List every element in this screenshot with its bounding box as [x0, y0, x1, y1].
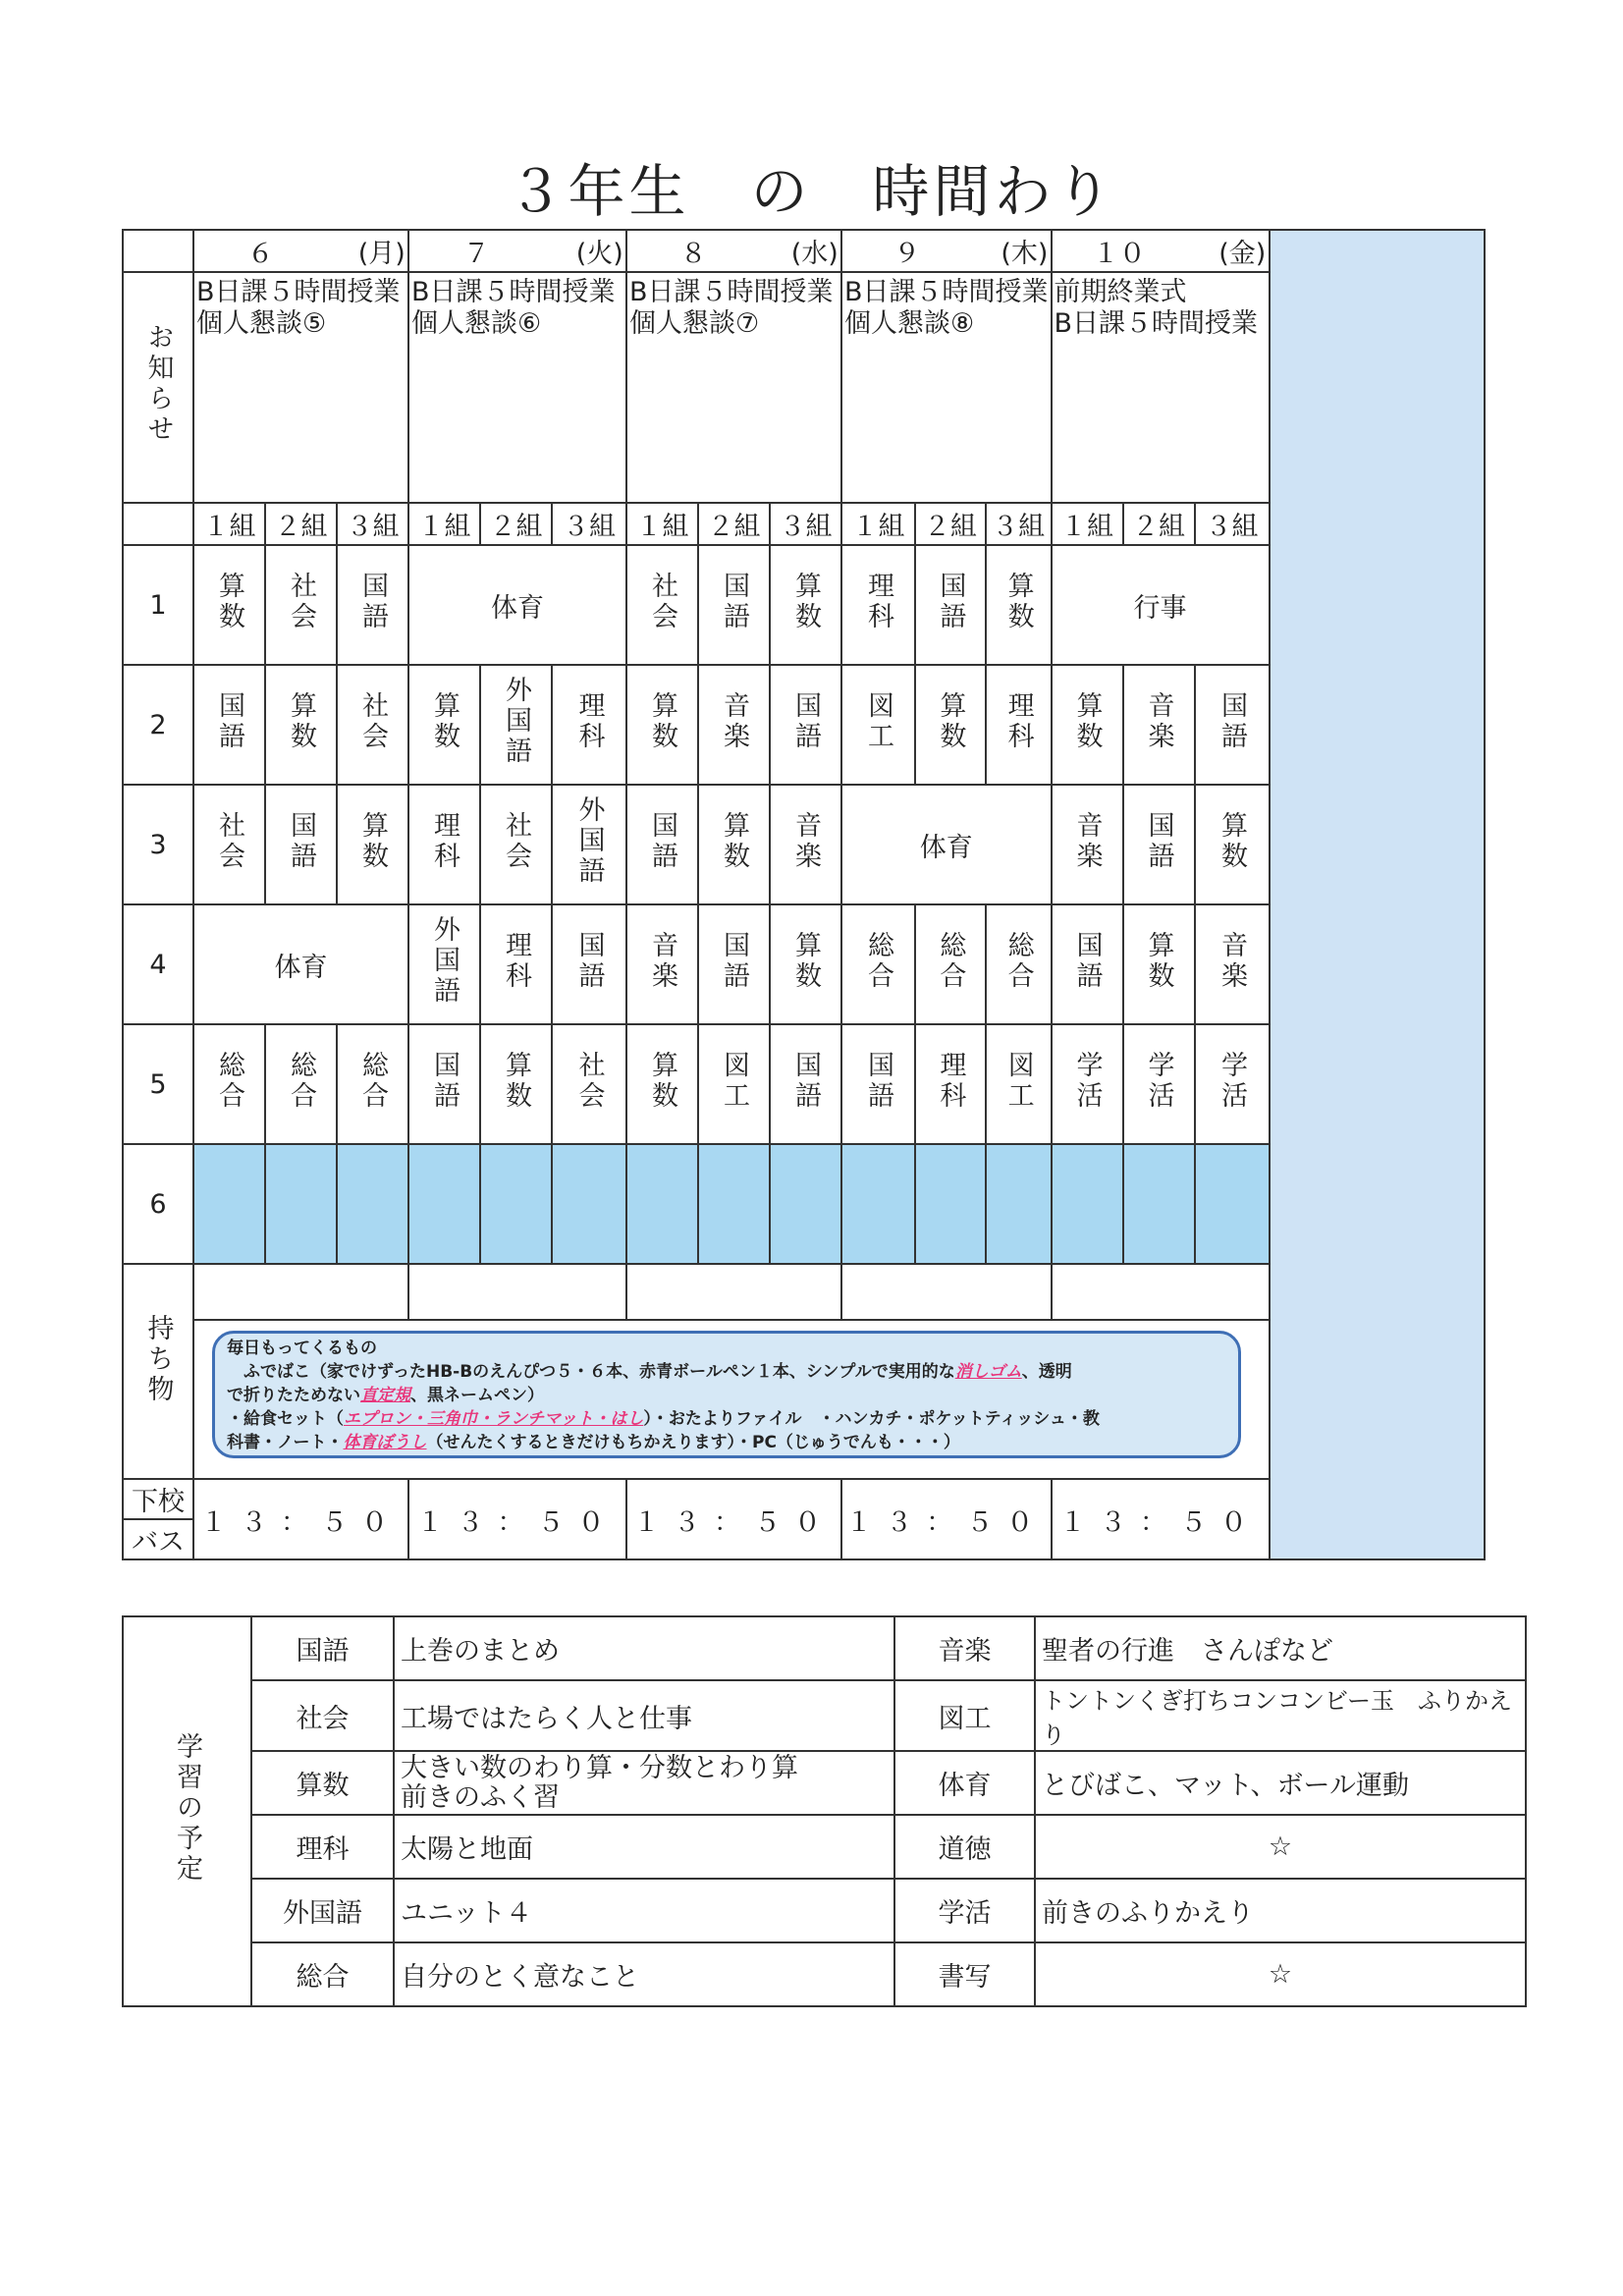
cell-text: 音楽 [1143, 690, 1174, 752]
cell-text: 社会 [357, 690, 388, 752]
cell-text: (木) [1001, 239, 1049, 269]
cell-text: ３組 [1195, 503, 1270, 545]
period-number: 1 [123, 545, 193, 665]
cell-text: 算数 [1143, 930, 1174, 992]
cell-text: 算数 [790, 571, 821, 632]
study-plan-table [122, 1615, 1527, 2007]
day-header [408, 230, 626, 272]
bring-label: 持ち物 [142, 1314, 174, 1405]
cell-text: 総合 [935, 930, 966, 992]
cell-text: ３組 [552, 503, 626, 545]
cell-text: 算数 [719, 810, 749, 872]
cell-text: 個人懇談⑥ [411, 308, 542, 339]
plan-row [123, 1616, 1526, 1680]
cell-text: １組 [408, 503, 480, 545]
cell-text: 体育 [894, 1751, 1035, 1815]
cell-text: 学活 [1217, 1050, 1248, 1112]
cell-text: 国語 [935, 571, 966, 632]
cell-text: 国語 [357, 571, 388, 632]
cell-text: 国語 [573, 930, 605, 992]
cell-text: 国語 [251, 1616, 394, 1680]
cell-text: １組 [626, 503, 698, 545]
cell-text: 外国語 [251, 1879, 394, 1942]
cell-text: 理科 [935, 1050, 966, 1112]
cell-text: 総合 [862, 930, 893, 992]
plan-row [123, 1680, 1526, 1751]
notice-cell [841, 272, 1052, 503]
cell-text: ☆ [1035, 1815, 1526, 1879]
cell-text: ☆ [1035, 1942, 1526, 2006]
period-number: 2 [123, 665, 193, 785]
cell-text: 学活 [1143, 1050, 1174, 1112]
cell-text: ふでばこ（家でけずったHB-Bのえんぴつ５・６本、赤青ボールペン１本、シンプルで実用的な [243, 1362, 955, 1382]
cell-text: 社会 [573, 1050, 605, 1112]
cell-text: で折りたためない [227, 1386, 360, 1405]
cell-text: 国語 [214, 690, 244, 752]
cell-text: ８ [679, 239, 707, 269]
cell-text: 大きい数のわり算・分数とわり算 前きのふく習 [394, 1751, 894, 1815]
notice-cell [626, 272, 841, 503]
cell-text: １組 [1052, 503, 1123, 545]
cell-text: 外国語 [573, 795, 605, 887]
cell-text: 国語 [790, 690, 821, 752]
cell-text: ２組 [265, 503, 337, 545]
cell-text: ９ [893, 239, 921, 269]
merged-subject: 体育 [193, 904, 408, 1024]
day-header [626, 230, 841, 272]
cell-text: 道徳 [894, 1815, 1035, 1879]
cell-text: 算数 [1071, 690, 1103, 752]
cell-text: 音楽 [1071, 810, 1103, 872]
cell-text: 算数 [429, 690, 460, 752]
cell-text: B日課５時間授業 [196, 277, 401, 307]
bus-label: バス [123, 1519, 193, 1559]
cell-text: 音楽 [1217, 930, 1248, 992]
cell-text: 総合 [251, 1942, 394, 2006]
plan-row [123, 1751, 1526, 1815]
cell-text: 国語 [1143, 810, 1174, 872]
cell-text: 総合 [1002, 930, 1034, 992]
cell-text: １組 [841, 503, 915, 545]
cell-text: ３組 [770, 503, 841, 545]
cell-text: 図工 [894, 1680, 1035, 1751]
cell-text: ３組 [337, 503, 408, 545]
cell-text: 理科 [862, 571, 893, 632]
cell-text: 図工 [719, 1050, 749, 1112]
cell-text: 国語 [286, 810, 316, 872]
plan-label: 学習の予定 [172, 1731, 202, 1885]
period-number: 4 [123, 904, 193, 1024]
cell-text: B日課５時間授業 [1054, 308, 1259, 339]
cell-text: ２組 [1123, 503, 1195, 545]
cell-text: 理科 [1002, 690, 1034, 752]
cell-text: ２組 [915, 503, 986, 545]
dismissal-time: １３：５０ [841, 1479, 1052, 1559]
cell-text: ・給食セット（ [227, 1409, 344, 1429]
cell-text: 毎日もってくるもの [227, 1339, 377, 1358]
cell-text: 上巻のまとめ [394, 1616, 894, 1680]
cell-text: 音楽 [894, 1616, 1035, 1680]
cell-text: (月) [357, 239, 406, 269]
cell-text: 算数 [357, 810, 388, 872]
cell-text: 個人懇談⑦ [629, 308, 760, 339]
cell-text: 個人懇談⑤ [196, 308, 327, 339]
cell-text: 社会 [214, 810, 244, 872]
cell-text: 、黒ネームペン） [410, 1386, 544, 1405]
cell-text: 外国語 [501, 676, 531, 767]
cell-text: 外国語 [429, 915, 460, 1007]
cell-text: B日課５時間授業 [411, 277, 616, 307]
cell-text: 前期終業式 [1054, 277, 1187, 307]
cell-text: 工場ではたらく人と仕事 [394, 1680, 894, 1751]
cell-text: ３組 [986, 503, 1052, 545]
notice-cell [408, 272, 626, 503]
cell-text: 社会 [647, 571, 677, 632]
cell-text: ２組 [480, 503, 552, 545]
cell-text: 科書・ノート・ [227, 1433, 344, 1452]
cell-text: 学活 [1071, 1050, 1103, 1112]
cell-text: 聖者の行進 さんぽなど [1035, 1616, 1526, 1680]
plan-row [123, 1879, 1526, 1942]
cell-text: 国語 [1071, 930, 1103, 992]
belongings-box [212, 1331, 1241, 1458]
day-header [193, 230, 408, 272]
cell-text: 学活 [894, 1879, 1035, 1942]
cell-text: 総合 [286, 1050, 316, 1112]
cell-text: 国語 [429, 1050, 460, 1112]
cell-text: 社会 [286, 571, 316, 632]
merged-subject: 行事 [1052, 545, 1270, 665]
cell-text: 国語 [719, 571, 749, 632]
cell-text: 国語 [719, 930, 749, 992]
cell-text: トントンくぎ打ちコンコンビー玉 ふりかえり [1035, 1680, 1526, 1751]
cell-text: 国語 [647, 810, 677, 872]
notice-cell [1052, 272, 1270, 503]
sidebar-panel [1270, 230, 1485, 1559]
period-number: 6 [123, 1144, 193, 1264]
cell-text: 体育ぼうし [343, 1433, 427, 1452]
cell-text: ６ [246, 239, 274, 269]
dismissal-time: １３：５０ [1052, 1479, 1270, 1559]
cell-text: 社会 [251, 1680, 394, 1751]
cell-text: 前きのふりかえり [1035, 1879, 1526, 1942]
merged-subject: 体育 [841, 785, 1052, 904]
dismissal-time: １３：５０ [626, 1479, 841, 1559]
cell-text: 国語 [790, 1050, 821, 1112]
plan-row [123, 1815, 1526, 1879]
cell-text: 音楽 [647, 930, 677, 992]
cell-text: 理科 [251, 1815, 394, 1879]
cell-text: 理科 [429, 810, 460, 872]
cell-text: 算数 [647, 690, 677, 752]
cell-text: 総合 [357, 1050, 388, 1112]
period-number: 5 [123, 1024, 193, 1144]
cell-text: １０ [1092, 239, 1146, 269]
day-header [1052, 230, 1270, 272]
cell-text: 太陽と地面 [394, 1815, 894, 1879]
cell-text: 図工 [862, 690, 893, 752]
cell-text: 消しゴム [954, 1362, 1022, 1382]
cell-text: 、透明 [1021, 1362, 1072, 1382]
cell-text: 理科 [501, 930, 531, 992]
dismissal-time: １３：５０ [408, 1479, 626, 1559]
cell-text: 音楽 [719, 690, 749, 752]
notice-label: お知らせ [142, 323, 174, 445]
cell-text: 自分のとく意なこと [394, 1942, 894, 2006]
cell-text: 国語 [1217, 690, 1248, 752]
cell-text: 算数 [501, 1050, 531, 1112]
cell-text: 国語 [862, 1050, 893, 1112]
cell-text: ユニット４ [394, 1879, 894, 1942]
cell-text: 図工 [1002, 1050, 1034, 1112]
cell-text: １組 [193, 503, 265, 545]
cell-text: とびばこ、マット、ボール運動 [1035, 1751, 1526, 1815]
cell-text: （せんたくするときだけもちかえります）・PC（じゅうでんも・・・） [426, 1433, 960, 1452]
cell-text: 音楽 [790, 810, 821, 872]
cell-text: 算数 [647, 1050, 677, 1112]
cell-text: ２組 [698, 503, 770, 545]
cell-text: 算数 [214, 571, 244, 632]
day-header [841, 230, 1052, 272]
cell-text: (火) [575, 239, 623, 269]
dismissal-time: １３：５０ [193, 1479, 408, 1559]
cell-text: 直定規 [360, 1386, 410, 1405]
cell-text: 個人懇談⑧ [844, 308, 975, 339]
dismissal-label: 下校 [123, 1479, 193, 1519]
merged-subject: 体育 [408, 545, 626, 665]
cell-text: B日課５時間授業 [844, 277, 1049, 307]
cell-text: 算数 [1217, 810, 1248, 872]
cell-text: 算数 [1002, 571, 1034, 632]
cell-text: 算数 [790, 930, 821, 992]
cell-text: 算数 [935, 690, 966, 752]
cell-text: ）・おたよりファイル ・ハンカチ・ポケットティッシュ・教 [643, 1409, 1100, 1429]
cell-text: 理科 [573, 690, 605, 752]
period-number: 3 [123, 785, 193, 904]
page-title: ３年生 の 時間わり [507, 158, 1116, 225]
notice-cell [193, 272, 408, 503]
cell-text: 算数 [286, 690, 316, 752]
cell-text: (水) [790, 239, 839, 269]
plan-row [123, 1942, 1526, 2006]
cell-text: (金) [1218, 239, 1267, 269]
cell-text: ７ [462, 239, 490, 269]
cell-text: B日課５時間授業 [629, 277, 834, 307]
cell-text: 算数 [251, 1751, 394, 1815]
cell-text: エプロン・三角巾・ランチマット・はし [344, 1409, 644, 1429]
cell-text: 書写 [894, 1942, 1035, 2006]
cell-text: 社会 [501, 810, 531, 872]
cell-text: 総合 [214, 1050, 244, 1112]
